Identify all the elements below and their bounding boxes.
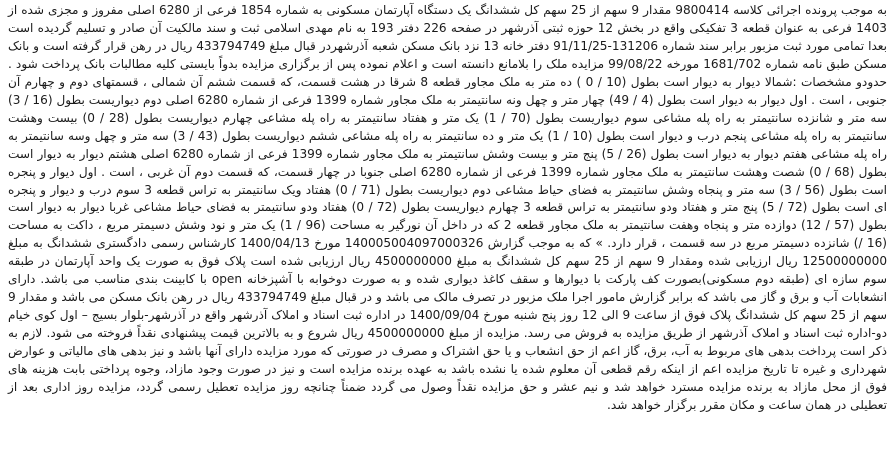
auction-notice-text: به موجب پرونده اجرائی کلاسه 9800414 مقدار 9 سهم از 25 سهم کل ششدانگ یک دستگاه آپارتمان مسکونی به شماره 1854 فرعی از 6280 اصلی مفروز و مجزی شده از 1403 فرعی به عنوان قطعه 3 تفکیکی واقع در بخش 12 حوزه ثبتی آذرشهر در صفحه 226 دفتر 193 به نام مهدی اسلامی ثبت و سند مالکیت آن صادر و تسلیم گردیده است بعدا تمامی مورد ثبت مزبور برابر سند شماره 131206-91/11/25 دفتر خانه 13 نزد بانک مسکن شعبه آذرشهردر قبال مبلغ 433794749 ریال در رهن قرار گرفته است و بانک مسکن طبق نامه شماره 1681/702 مورخه 99/08/22 مزایده ملک را بلامانع دانسته است و اعلام نموده پس از برگزاری مزایده بدواً بایستی کلیه مطالبات بانک پرداخت شود . حدودو مشخصات :شمالا دیوار به دیوار است بطول (10 / 0 ) ده متر به ملک مجاور قطعه 8 شرقا در هشت قسمت، که قسمت ششم آن شمالی ، قسمتهای دوم و چهارم آن جنوبی ، است . اول دیوار به دیوار است بطول (4 / 49) چهار متر و چهل ونه سانتیمتر به ملک مجاور شماره 1399 فرعی از شماره 6280 اصلی دوم دیواریست بطول (16 / 3) سه متر و شانزده سانتیمتر به راه پله مشاعی سوم دیواریست بطول (70 / 1) یک متر و هفتاد سانتیمتر به راه پله مشاعی چهارم دیواریست بطول (28 / 0) بیست وهشت سانتیمتر به راه پله مشاعی پنجم درب و دیوار است بطول (10 / 1) یک متر و ده سانتیمتر به راه پله مشاعی ششم دیواریست بطول (43 / 3) سه متر و چهل وسه سانتیمتر به راه پله مشاعی هفتم دیوار به دیوار است بطول (26 / 5) پنج متر و بیست وشش سانتیمتر به ملک مجاور شماره 1399 فرعی از شماره 6280 اصلی هشتم دیوار به دیوار است بطول (68 / 0) شصت وهشت سانتیمتر به ملک مجاور شماره 1399 فرعی از شماره 6280 اصلی جنوبا در چهار قسمت، که قسمت دوم آن غربی ، است . اول دیوار و پنجره است بطول (56 / 3) سه متر و پنجاه وشش سانتیمتر به فضای حیاط مشاعی دوم دیواریست بطول (71 / 0) هفتاد ویک سانتیمتر به تراس قطعه 3 سوم درب و دیوار و پنجره ای است بطول (72 / 5) پنج متر و هفتاد ودو سانتیمتر به تراس قطعه 3 چهارم دیواریست بطول (72 / 0) هفتاد ودو سانتیمتر به فضای حیاط مشاعی غربا دیوار به دیوار است بطول (57 / 12) دوازده متر و پنجاه وهفت سانتیمتر به ملک مجاور قطعه 2 که در داخل آن نورگیر به مساحت (96 / 1) یک متر و نود وشش دسیمتر مربع ، داکت به مساحت (16 /) شانزده دسیمتر مربع در سه قسمت ، قرار دارد. » که به موجب گزارش 140005004097000326 مورخ 1400/04/13 کارشناس رسمی دادگستری ششدانگ به مبلغ 12500000000 ریال ارزیابی شده ومقدار 9 سهم از 25 سهم کل ششدانگ به مبلغ 4500000000 ریال ارزیابی شده است پلاک فوق به صورت یک واحد آپارتمان در طبقه سوم سازه ای (طبقه دوم مسکونی)بصورت کف پارکت با دیوارها و سقف کاغذ دیواری شده و به صورت دوخوابه با آشپزخانه open با کابینت بندی مناسب می باشد. دارای انشعابات آب و برق و گاز می باشد که برابر گزارش مامور اجرا ملک مزبور در تصرف مالک می باشد و در قبال مبلغ 433794749 ریال در رهن بانک مسکن می باشد و مقدار 9 سهم از 25 سهم کل ششدانگ پلاک فوق از ساعت 9 الی 12 روز پنج شنبه مورخ 1400/09/04 در اداره ثبت اسناد و املاک آذرشهر واقع در آذرشهر-بلوار بسیج – اول کوی خیام دو-اداره ثبت اسناد و املاک آذرشهر از طریق مزایده به فروش می رسد. مزایده از مبلغ 4500000000 ریال شروع و به بالاترین قیمت پیشنهادی نقداً فروخته می شود. لازم به ذکر است پرداخت بدهی های مربوط به آب، برق، گاز اعم از حق انشعاب و یا حق اشتراک و مصرف در صورتی که مورد مزایده دارای آنها باشد و نیز بدهی های مالیاتی و عوارض شهرداری و غیره تا تاریخ مزایده اعم از اینکه رقم قطعی آن معلوم شده یا نشده باشد به عهده برنده مزایده است و نیز در صورت وجود مازاد، وجوه پرداختی بابت هزینه های فوق از محل مازاد به برنده مزایده مسترد خواهد شد و نیم عشر و حق مزایده نقداً وصول می گردد ضمناً چنانچه روز مزایده تعطیل رسمی گردد، مزایده روز اداری بعد از تعطیلی در همان ساعت و مکان مقرر برگزار خواهد شد. xyxy=(8,3,888,412)
